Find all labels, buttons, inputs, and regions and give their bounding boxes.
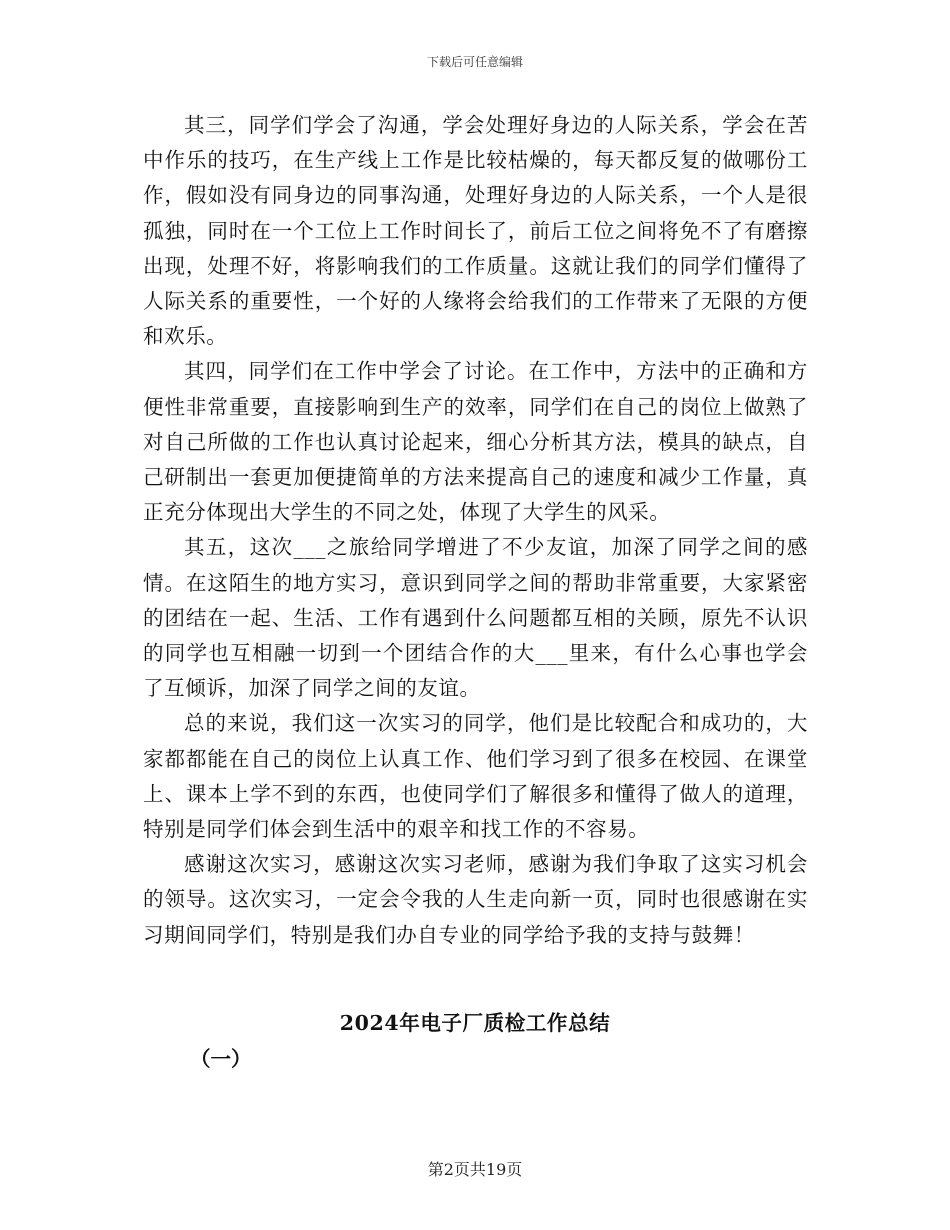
paragraph-5: 其五，这次___之旅给同学增进了不少友谊，加深了同学之间的感情。在这陌生的地方实习，意识到同学之间的帮助非常重要，大家紧密的团结在一起、生活、工作有遇到什么问题都互相的关顾，原先不认识的同学也互相融一切到一个团结合作的大___里来，有什么心事也学会了互倾诉，加深了同学之间的友谊。 (143, 535, 808, 701)
paragraph-3: 其三，同学们学会了沟通，学会处理好身边的人际关系，学会在苦中作乐的技巧，在生产线上工作是比较枯燥的，每天都反复的做哪份工作，假如没有同身边的同事沟通，处理好身边的人际关系，一个人是很孤独，同时在一个工位上工作时间长了，前后工位之间将免不了有磨擦出现，处理不好，将影响我们的工作质量。这就让我们的同学们懂得了人际关系的重要性，一个好的人缘将会给我们的工作带来了无限的方便和欢乐。 (143, 113, 808, 349)
body-text (143, 108, 808, 953)
paragraph-4: 其四，同学们在工作中学会了讨论。在工作中，方法中的正确和方便性非常重要，直接影响到生产的效率，同学们在自己的岗位上做熟了对自己所做的工作也认真讨论起来，细心分析其方法，模具的缺点，自己研制出一套更加便捷简单的方法来提高自己的速度和减少工作量，真正充分体现出大学生的不同之处，体现了大学生的风采。 (143, 359, 808, 525)
paragraph-thanks: 感谢这次实习，感谢这次实习老师，感谢为我们争取了这实习机会的领导。这次实习，一定会令我的人生走向新一页，同时也很感谢在实习期间同学们，特别是我们办自专业的同学给予我的支持与鼓舞！ (143, 852, 808, 947)
header-note: 下载后可任意编辑 (426, 55, 523, 69)
document-title: 2024年电子厂质检工作总结 (339, 1011, 611, 1035)
paragraph-summary: 总的来说，我们这一次实习的同学，他们是比较配合和成功的，大家都都能在自己的岗位上认真工作、他们学习到了很多在校园、在课堂上、课本上学不到的东西，也使同学们了解很多和懂得了做人的道理，特别是同学们体会到生活中的艰辛和找工作的不容易。 (143, 711, 808, 842)
page-footer: 第2页共19页 (427, 1160, 523, 1179)
section-label: （一） (190, 1047, 252, 1071)
